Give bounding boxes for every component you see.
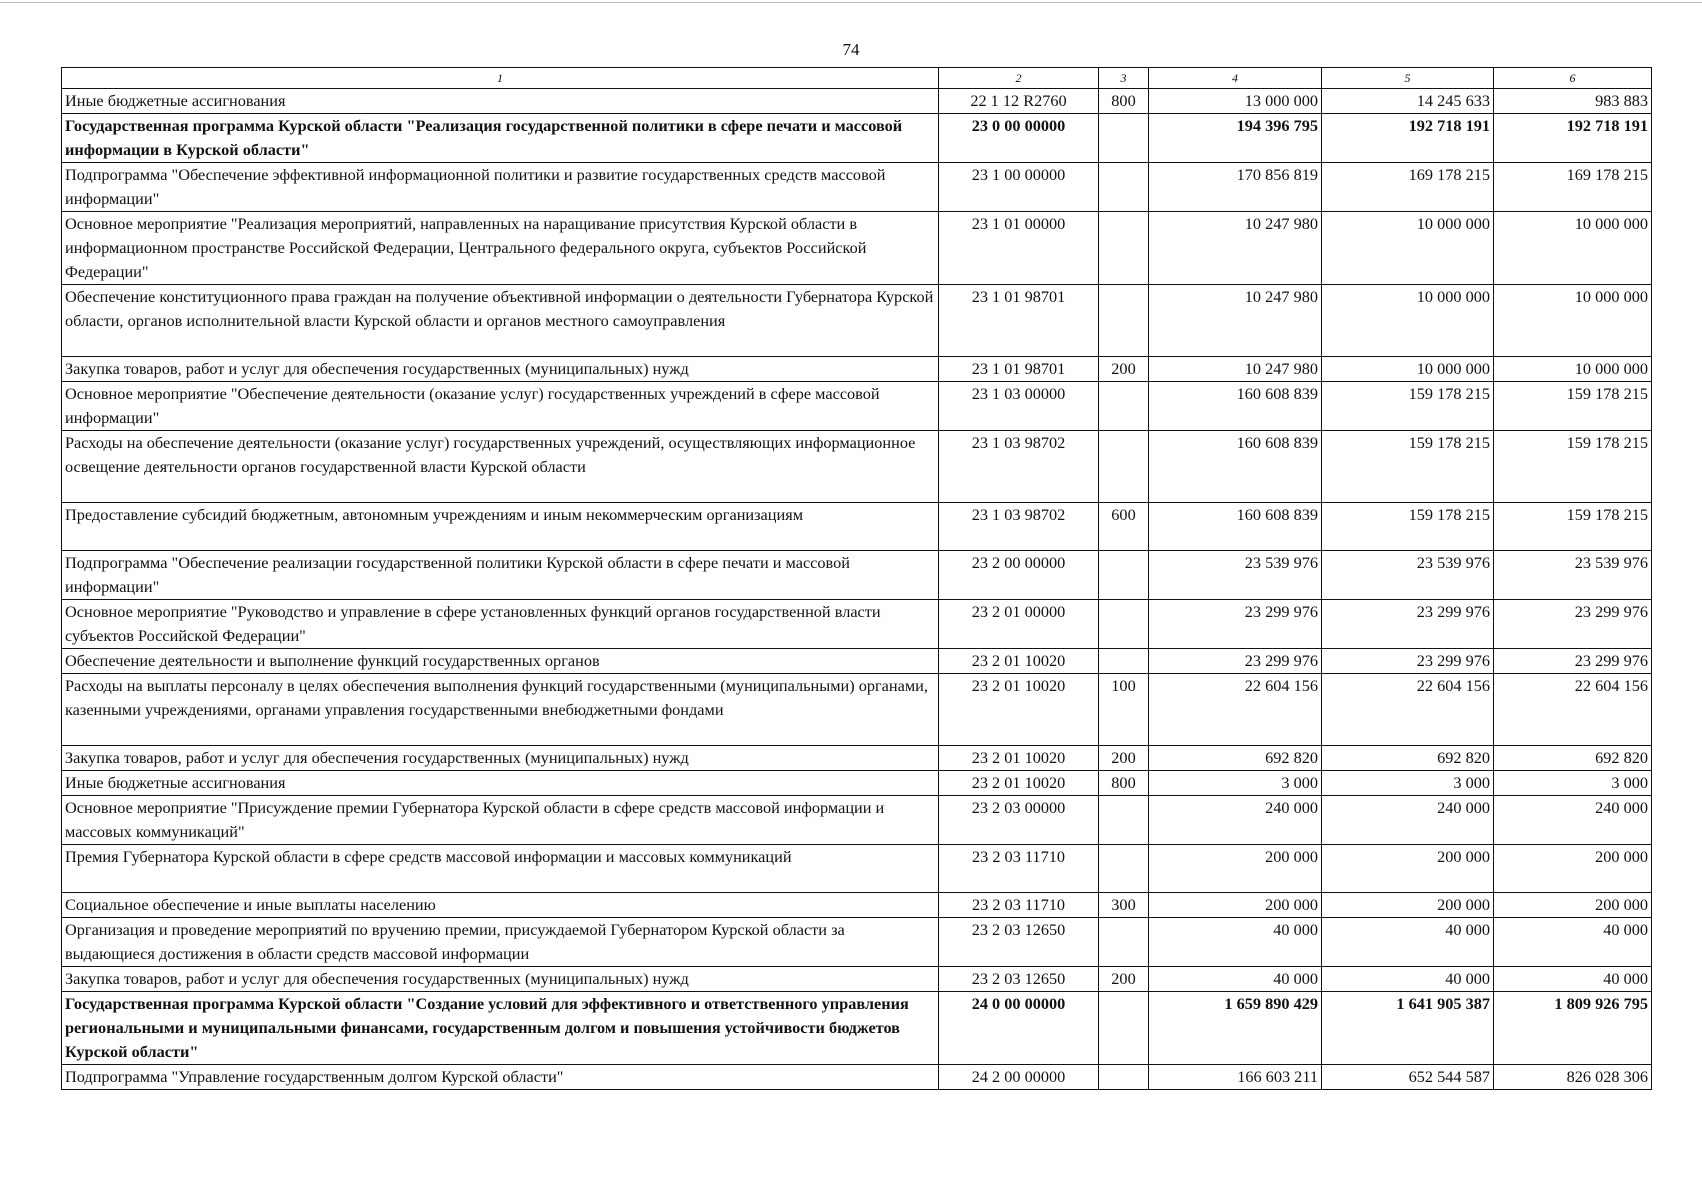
row-name: Закупка товаров, работ и услуг для обеспечения государственных (муниципальных) нужд [62,967,939,992]
row-code: 23 2 01 10020 [939,771,1099,796]
row-name: Закупка товаров, работ и услуг для обеспечения государственных (муниципальных) нужд [62,357,939,382]
row-code: 23 0 00 00000 [939,114,1099,163]
row-value-4: 160 608 839 [1149,503,1322,551]
row-name: Расходы на обеспечение деятельности (оказание услуг) государственных учреждений, осуществляющих информационное освещение деятельности органов государственной власти Курской области [62,431,939,503]
row-value-5: 169 178 215 [1322,163,1494,212]
row-value-5: 200 000 [1322,893,1494,918]
table-row [62,600,1652,649]
row-name: Предоставление субсидий бюджетным, автономным учреждениям и иным некоммерческим организациям [62,503,939,551]
row-name: Подпрограмма "Обеспечение реализации государственной политики Курской области в сфере печати и массовой информации" [62,551,939,600]
row-value-4: 1 659 890 429 [1149,992,1322,1065]
row-name: Государственная программа Курской области "Реализация государственной политики в сфере печати и массовой информации в Курской области" [62,114,939,163]
table-header-row [62,68,1652,89]
row-value-5: 652 544 587 [1322,1065,1494,1090]
row-value-4: 160 608 839 [1149,382,1322,431]
row-value-5: 40 000 [1322,967,1494,992]
row-expense-type [1099,114,1149,163]
row-value-4: 22 604 156 [1149,674,1322,746]
row-value-4: 3 000 [1149,771,1322,796]
row-value-4: 166 603 211 [1149,1065,1322,1090]
row-expense-type [1099,796,1149,845]
row-value-5: 23 539 976 [1322,551,1494,600]
row-value-5: 23 299 976 [1322,649,1494,674]
row-expense-type: 600 [1099,503,1149,551]
row-code: 23 2 03 11710 [939,845,1099,893]
row-expense-type: 200 [1099,357,1149,382]
row-code: 24 2 00 00000 [939,1065,1099,1090]
table-row [62,431,1652,503]
row-value-4: 170 856 819 [1149,163,1322,212]
row-expense-type [1099,600,1149,649]
table-row [62,1065,1652,1090]
row-value-4: 23 539 976 [1149,551,1322,600]
row-name: Основное мероприятие "Присуждение премии Губернатора Курской области в сфере средств массовой информации и массовых коммуникаций" [62,796,939,845]
row-code: 23 1 03 00000 [939,382,1099,431]
row-value-4: 23 299 976 [1149,600,1322,649]
column-header-4: 4 [1149,68,1322,89]
row-code: 23 2 03 12650 [939,967,1099,992]
row-value-4: 240 000 [1149,796,1322,845]
row-value-4: 13 000 000 [1149,89,1322,114]
budget-table [61,67,1652,1090]
row-value-6: 23 299 976 [1494,649,1652,674]
row-value-5: 692 820 [1322,746,1494,771]
row-name: Подпрограмма "Управление государственным долгом Курской области" [62,1065,939,1090]
table-row [62,674,1652,746]
row-name: Государственная программа Курской области "Создание условий для эффективного и ответственного управления региональными и муниципальными финансами, государственным долгом и повышения устойчивости бюджетов Курской области" [62,992,939,1065]
row-value-4: 23 299 976 [1149,649,1322,674]
row-value-5: 200 000 [1322,845,1494,893]
row-expense-type [1099,649,1149,674]
table-row [62,89,1652,114]
table-row [62,285,1652,357]
row-expense-type: 800 [1099,771,1149,796]
row-value-5: 240 000 [1322,796,1494,845]
row-name: Социальное обеспечение и иные выплаты населению [62,893,939,918]
row-value-6: 826 028 306 [1494,1065,1652,1090]
table-row [62,746,1652,771]
row-value-4: 10 247 980 [1149,357,1322,382]
row-name: Премия Губернатора Курской области в сфере средств массовой информации и массовых коммуникаций [62,845,939,893]
row-value-6: 23 539 976 [1494,551,1652,600]
row-value-5: 14 245 633 [1322,89,1494,114]
column-header-1: 1 [62,68,939,89]
table-row [62,649,1652,674]
row-expense-type: 200 [1099,746,1149,771]
row-value-5: 159 178 215 [1322,382,1494,431]
row-expense-type [1099,1065,1149,1090]
table-row [62,771,1652,796]
row-expense-type [1099,212,1149,285]
row-value-5: 10 000 000 [1322,357,1494,382]
row-expense-type: 200 [1099,967,1149,992]
row-value-4: 194 396 795 [1149,114,1322,163]
row-value-6: 22 604 156 [1494,674,1652,746]
row-expense-type [1099,382,1149,431]
row-value-6: 40 000 [1494,918,1652,967]
row-name: Расходы на выплаты персоналу в целях обеспечения выполнения функций государственными (муниципальными) органами, казенными учреждениями, органами управления государственными внебюджетными фондами [62,674,939,746]
table-row [62,163,1652,212]
row-value-6: 23 299 976 [1494,600,1652,649]
table-row [62,992,1652,1065]
table-row [62,503,1652,551]
row-value-4: 10 247 980 [1149,285,1322,357]
row-name: Основное мероприятие "Обеспечение деятельности (оказание услуг) государственных учреждений в сфере массовой информации" [62,382,939,431]
row-value-6: 692 820 [1494,746,1652,771]
row-value-5: 10 000 000 [1322,285,1494,357]
table-row [62,918,1652,967]
row-value-5: 159 178 215 [1322,503,1494,551]
row-value-5: 3 000 [1322,771,1494,796]
column-header-3: 3 [1099,68,1149,89]
row-code: 23 2 01 10020 [939,649,1099,674]
row-value-4: 10 247 980 [1149,212,1322,285]
row-value-6: 240 000 [1494,796,1652,845]
row-value-5: 10 000 000 [1322,212,1494,285]
row-value-5: 40 000 [1322,918,1494,967]
column-header-6: 6 [1494,68,1652,89]
row-value-6: 983 883 [1494,89,1652,114]
row-value-6: 3 000 [1494,771,1652,796]
row-code: 23 2 00 00000 [939,551,1099,600]
row-code: 23 2 01 10020 [939,746,1099,771]
row-name: Подпрограмма "Обеспечение эффективной информационной политики и развитие государственных средств массовой информации" [62,163,939,212]
row-value-6: 159 178 215 [1494,503,1652,551]
row-value-6: 10 000 000 [1494,285,1652,357]
row-code: 23 2 01 10020 [939,674,1099,746]
row-value-6: 159 178 215 [1494,431,1652,503]
row-value-5: 23 299 976 [1322,600,1494,649]
row-expense-type [1099,845,1149,893]
row-expense-type [1099,992,1149,1065]
row-value-4: 200 000 [1149,893,1322,918]
row-code: 23 2 03 12650 [939,918,1099,967]
row-value-6: 169 178 215 [1494,163,1652,212]
row-value-5: 159 178 215 [1322,431,1494,503]
table-row [62,114,1652,163]
row-value-6: 200 000 [1494,845,1652,893]
row-code: 23 1 03 98702 [939,503,1099,551]
row-name: Организация и проведение мероприятий по вручению премии, присуждаемой Губернатором Курской области за выдающиеся достижения в области средств массовой информации [62,918,939,967]
column-header-5: 5 [1322,68,1494,89]
row-value-6: 40 000 [1494,967,1652,992]
row-value-4: 40 000 [1149,967,1322,992]
table-row [62,551,1652,600]
row-name: Иные бюджетные ассигнования [62,771,939,796]
row-value-5: 192 718 191 [1322,114,1494,163]
row-value-6: 200 000 [1494,893,1652,918]
row-code: 23 2 01 00000 [939,600,1099,649]
row-code: 23 2 03 00000 [939,796,1099,845]
page-number: 74 [842,40,860,59]
row-value-6: 10 000 000 [1494,357,1652,382]
row-expense-type: 100 [1099,674,1149,746]
scan-edge-line [0,2,1702,3]
row-expense-type [1099,285,1149,357]
row-value-6: 159 178 215 [1494,382,1652,431]
row-code: 23 1 01 00000 [939,212,1099,285]
row-expense-type: 300 [1099,893,1149,918]
row-name: Обеспечение конституционного права граждан на получение объективной информации о деятельности Губернатора Курской области, органов исполнительной власти Курской области и органов местного самоуправления [62,285,939,357]
row-code: 23 1 03 98702 [939,431,1099,503]
row-value-4: 160 608 839 [1149,431,1322,503]
row-value-4: 200 000 [1149,845,1322,893]
row-value-6: 1 809 926 795 [1494,992,1652,1065]
table-row [62,845,1652,893]
row-name: Обеспечение деятельности и выполнение функций государственных органов [62,649,939,674]
row-name: Закупка товаров, работ и услуг для обеспечения государственных (муниципальных) нужд [62,746,939,771]
table-row [62,796,1652,845]
row-value-5: 22 604 156 [1322,674,1494,746]
row-name: Основное мероприятие "Руководство и управление в сфере установленных функций органов государственной власти субъектов Российской Федерации" [62,600,939,649]
row-expense-type [1099,431,1149,503]
column-header-2: 2 [939,68,1099,89]
table-row [62,382,1652,431]
row-value-6: 192 718 191 [1494,114,1652,163]
table-row [62,212,1652,285]
row-code: 24 0 00 00000 [939,992,1099,1065]
row-name: Иные бюджетные ассигнования [62,89,939,114]
row-code: 23 2 03 11710 [939,893,1099,918]
row-expense-type [1099,163,1149,212]
table-row [62,967,1652,992]
row-code: 23 1 00 00000 [939,163,1099,212]
table-row [62,357,1652,382]
row-code: 22 1 12 R2760 [939,89,1099,114]
row-value-6: 10 000 000 [1494,212,1652,285]
row-code: 23 1 01 98701 [939,357,1099,382]
table-row [62,893,1652,918]
row-value-4: 40 000 [1149,918,1322,967]
row-code: 23 1 01 98701 [939,285,1099,357]
row-expense-type [1099,551,1149,600]
row-value-4: 692 820 [1149,746,1322,771]
row-expense-type [1099,918,1149,967]
row-name: Основное мероприятие "Реализация мероприятий, направленных на наращивание присутствия Курской области в информационном пространстве Российской Федерации, Центрального федерального округа, субъектов Российской Федерации" [62,212,939,285]
row-value-5: 1 641 905 387 [1322,992,1494,1065]
row-expense-type: 800 [1099,89,1149,114]
